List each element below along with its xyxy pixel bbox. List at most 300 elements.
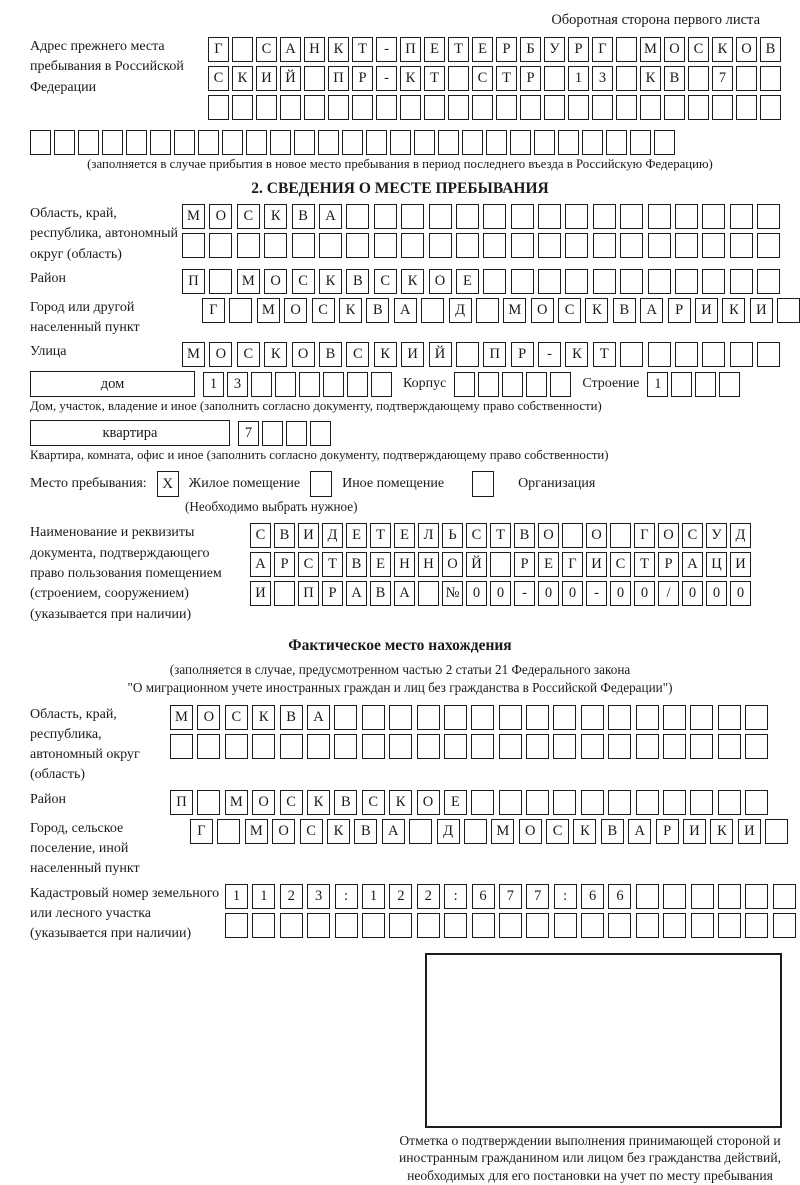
char-cell[interactable] <box>417 913 440 938</box>
char-cell[interactable]: М <box>182 204 205 229</box>
char-cell[interactable]: О <box>531 298 554 323</box>
char-cell[interactable] <box>280 734 303 759</box>
char-cell[interactable]: А <box>280 37 301 62</box>
char-cell[interactable]: С <box>300 819 323 844</box>
char-cell[interactable] <box>690 734 713 759</box>
char-cell[interactable] <box>472 913 495 938</box>
char-cell[interactable] <box>511 233 534 258</box>
char-cell[interactable]: - <box>538 342 561 367</box>
char-cell[interactable]: 0 <box>730 581 751 606</box>
char-cell[interactable]: С <box>298 552 319 577</box>
char-cell[interactable] <box>429 204 452 229</box>
char-cell[interactable]: 0 <box>682 581 703 606</box>
char-cell[interactable] <box>565 233 588 258</box>
char-cell[interactable] <box>307 734 330 759</box>
char-cell[interactable] <box>648 342 671 367</box>
char-cell[interactable]: О <box>429 269 452 294</box>
char-cell[interactable] <box>663 734 686 759</box>
char-cell[interactable]: С <box>237 204 260 229</box>
char-cell[interactable] <box>745 913 768 938</box>
char-cell[interactable] <box>664 95 685 120</box>
char-cell[interactable]: Р <box>352 66 373 91</box>
char-cell[interactable]: Е <box>538 552 559 577</box>
char-cell[interactable]: А <box>640 298 663 323</box>
char-cell[interactable] <box>526 705 549 730</box>
char-cell[interactable] <box>438 130 459 155</box>
char-cell[interactable] <box>286 421 307 446</box>
char-cell[interactable]: : <box>335 884 358 909</box>
char-cell[interactable] <box>675 233 698 258</box>
char-cell[interactable] <box>510 130 531 155</box>
char-cell[interactable] <box>688 95 709 120</box>
char-cell[interactable] <box>374 204 397 229</box>
char-cell[interactable] <box>745 790 768 815</box>
char-cell[interactable] <box>538 204 561 229</box>
char-cell[interactable]: 0 <box>562 581 583 606</box>
char-cell[interactable]: С <box>256 37 277 62</box>
char-cell[interactable] <box>620 269 643 294</box>
char-cell[interactable] <box>675 269 698 294</box>
char-cell[interactable]: А <box>319 204 342 229</box>
char-cell[interactable] <box>553 790 576 815</box>
char-cell[interactable]: В <box>346 552 367 577</box>
checkbox-zhiloe[interactable]: X <box>157 471 179 497</box>
char-cell[interactable]: О <box>442 552 463 577</box>
char-cell[interactable]: Т <box>490 523 511 548</box>
char-cell[interactable] <box>648 269 671 294</box>
char-cell[interactable] <box>275 372 296 397</box>
char-cell[interactable]: Д <box>437 819 460 844</box>
char-cell[interactable]: - <box>514 581 535 606</box>
char-cell[interactable]: К <box>339 298 362 323</box>
char-cell[interactable] <box>264 233 287 258</box>
char-cell[interactable]: М <box>491 819 514 844</box>
char-cell[interactable] <box>765 819 788 844</box>
char-cell[interactable]: 0 <box>490 581 511 606</box>
char-cell[interactable] <box>719 372 740 397</box>
char-cell[interactable] <box>414 130 435 155</box>
char-cell[interactable] <box>702 233 725 258</box>
char-cell[interactable]: В <box>601 819 624 844</box>
char-cell[interactable]: К <box>232 66 253 91</box>
char-cell[interactable] <box>456 342 479 367</box>
char-cell[interactable] <box>417 734 440 759</box>
char-cell[interactable] <box>197 790 220 815</box>
char-cell[interactable]: О <box>209 342 232 367</box>
char-cell[interactable]: С <box>237 342 260 367</box>
char-cell[interactable] <box>409 819 432 844</box>
char-cell[interactable] <box>562 523 583 548</box>
char-cell[interactable]: К <box>573 819 596 844</box>
char-cell[interactable]: Н <box>304 37 325 62</box>
char-cell[interactable]: Г <box>190 819 213 844</box>
char-cell[interactable] <box>565 204 588 229</box>
char-cell[interactable]: К <box>307 790 330 815</box>
char-cell[interactable] <box>718 790 741 815</box>
char-cell[interactable]: И <box>256 66 277 91</box>
char-cell[interactable]: Й <box>429 342 452 367</box>
char-cell[interactable]: С <box>280 790 303 815</box>
char-cell[interactable] <box>620 233 643 258</box>
char-cell[interactable]: О <box>292 342 315 367</box>
char-cell[interactable]: Т <box>352 37 373 62</box>
char-cell[interactable]: И <box>586 552 607 577</box>
char-cell[interactable]: С <box>362 790 385 815</box>
char-cell[interactable]: С <box>292 269 315 294</box>
char-cell[interactable] <box>478 372 499 397</box>
char-cell[interactable]: С <box>346 342 369 367</box>
char-cell[interactable]: С <box>312 298 335 323</box>
char-cell[interactable]: Е <box>444 790 467 815</box>
char-cell[interactable] <box>352 95 373 120</box>
char-cell[interactable]: Р <box>322 581 343 606</box>
char-cell[interactable]: Е <box>424 37 445 62</box>
char-cell[interactable] <box>702 342 725 367</box>
char-cell[interactable] <box>702 204 725 229</box>
char-cell[interactable]: М <box>257 298 280 323</box>
char-cell[interactable]: К <box>374 342 397 367</box>
char-cell[interactable]: Й <box>466 552 487 577</box>
char-cell[interactable] <box>538 269 561 294</box>
char-cell[interactable] <box>690 705 713 730</box>
char-cell[interactable]: С <box>472 66 493 91</box>
char-cell[interactable]: Д <box>730 523 751 548</box>
char-cell[interactable]: 1 <box>252 884 275 909</box>
char-cell[interactable]: Т <box>593 342 616 367</box>
char-cell[interactable] <box>648 233 671 258</box>
char-cell[interactable] <box>217 819 240 844</box>
char-cell[interactable] <box>334 705 357 730</box>
char-cell[interactable] <box>307 913 330 938</box>
char-cell[interactable]: - <box>376 66 397 91</box>
char-cell[interactable] <box>376 95 397 120</box>
char-cell[interactable] <box>554 913 577 938</box>
char-cell[interactable] <box>256 95 277 120</box>
char-cell[interactable] <box>581 790 604 815</box>
char-cell[interactable]: И <box>738 819 761 844</box>
char-cell[interactable]: Г <box>634 523 655 548</box>
char-cell[interactable] <box>757 204 780 229</box>
char-cell[interactable]: Р <box>520 66 541 91</box>
char-cell[interactable] <box>620 204 643 229</box>
char-cell[interactable] <box>499 734 522 759</box>
char-cell[interactable]: 0 <box>538 581 559 606</box>
char-cell[interactable] <box>610 523 631 548</box>
char-cell[interactable]: 1 <box>203 372 224 397</box>
char-cell[interactable] <box>280 913 303 938</box>
char-cell[interactable]: В <box>346 269 369 294</box>
char-cell[interactable]: / <box>658 581 679 606</box>
char-cell[interactable] <box>581 734 604 759</box>
char-cell[interactable] <box>30 130 51 155</box>
char-cell[interactable]: Е <box>456 269 479 294</box>
char-cell[interactable] <box>620 342 643 367</box>
char-cell[interactable] <box>568 95 589 120</box>
char-cell[interactable]: Р <box>274 552 295 577</box>
char-cell[interactable] <box>262 421 283 446</box>
char-cell[interactable] <box>496 95 517 120</box>
char-cell[interactable] <box>102 130 123 155</box>
checkbox-organizaciya[interactable] <box>472 471 494 497</box>
char-cell[interactable]: О <box>658 523 679 548</box>
char-cell[interactable] <box>606 130 627 155</box>
char-cell[interactable]: Р <box>514 552 535 577</box>
char-cell[interactable]: П <box>298 581 319 606</box>
char-cell[interactable] <box>476 298 499 323</box>
char-cell[interactable]: 7 <box>526 884 549 909</box>
char-cell[interactable] <box>616 66 637 91</box>
char-cell[interactable] <box>526 913 549 938</box>
char-cell[interactable] <box>648 204 671 229</box>
char-cell[interactable]: В <box>366 298 389 323</box>
char-cell[interactable] <box>462 130 483 155</box>
char-cell[interactable] <box>401 204 424 229</box>
char-cell[interactable]: С <box>225 705 248 730</box>
char-cell[interactable] <box>444 913 467 938</box>
char-cell[interactable] <box>745 705 768 730</box>
char-cell[interactable]: Е <box>370 552 391 577</box>
char-cell[interactable] <box>292 233 315 258</box>
char-cell[interactable]: А <box>394 581 415 606</box>
char-cell[interactable] <box>232 37 253 62</box>
char-cell[interactable] <box>362 913 385 938</box>
char-cell[interactable] <box>616 95 637 120</box>
char-cell[interactable]: 2 <box>389 884 412 909</box>
char-cell[interactable] <box>490 552 511 577</box>
char-cell[interactable] <box>502 372 523 397</box>
char-cell[interactable] <box>581 705 604 730</box>
char-cell[interactable]: О <box>209 204 232 229</box>
char-cell[interactable]: Д <box>449 298 472 323</box>
char-cell[interactable] <box>526 790 549 815</box>
char-cell[interactable]: № <box>442 581 463 606</box>
char-cell[interactable]: Р <box>668 298 691 323</box>
char-cell[interactable]: В <box>334 790 357 815</box>
char-cell[interactable]: К <box>710 819 733 844</box>
char-cell[interactable]: П <box>483 342 506 367</box>
char-cell[interactable]: С <box>466 523 487 548</box>
char-cell[interactable] <box>252 913 275 938</box>
char-cell[interactable]: 2 <box>417 884 440 909</box>
char-cell[interactable]: С <box>688 37 709 62</box>
char-cell[interactable]: О <box>586 523 607 548</box>
char-cell[interactable]: Р <box>568 37 589 62</box>
char-cell[interactable]: И <box>683 819 706 844</box>
char-cell[interactable]: С <box>208 66 229 91</box>
char-cell[interactable]: С <box>610 552 631 577</box>
char-cell[interactable]: 3 <box>227 372 248 397</box>
char-cell[interactable]: 6 <box>581 884 604 909</box>
char-cell[interactable] <box>323 372 344 397</box>
char-cell[interactable]: Ь <box>442 523 463 548</box>
char-cell[interactable] <box>237 233 260 258</box>
char-cell[interactable] <box>663 884 686 909</box>
char-cell[interactable] <box>222 130 243 155</box>
char-cell[interactable]: Р <box>656 819 679 844</box>
char-cell[interactable] <box>328 95 349 120</box>
char-cell[interactable] <box>718 884 741 909</box>
char-cell[interactable]: В <box>370 581 391 606</box>
char-cell[interactable] <box>418 581 439 606</box>
char-cell[interactable]: О <box>519 819 542 844</box>
char-cell[interactable] <box>691 913 714 938</box>
char-cell[interactable]: К <box>264 342 287 367</box>
char-cell[interactable] <box>389 913 412 938</box>
char-cell[interactable]: А <box>394 298 417 323</box>
char-cell[interactable] <box>757 342 780 367</box>
char-cell[interactable]: М <box>503 298 526 323</box>
char-cell[interactable]: П <box>170 790 193 815</box>
char-cell[interactable] <box>229 298 252 323</box>
char-cell[interactable] <box>757 269 780 294</box>
char-cell[interactable] <box>565 269 588 294</box>
char-cell[interactable]: Г <box>592 37 613 62</box>
char-cell[interactable]: В <box>760 37 781 62</box>
char-cell[interactable] <box>483 269 506 294</box>
char-cell[interactable]: 0 <box>634 581 655 606</box>
char-cell[interactable] <box>454 372 475 397</box>
char-cell[interactable]: Р <box>496 37 517 62</box>
char-cell[interactable]: И <box>750 298 773 323</box>
house-type-box[interactable]: дом <box>30 371 195 397</box>
char-cell[interactable]: А <box>307 705 330 730</box>
char-cell[interactable]: 1 <box>362 884 385 909</box>
char-cell[interactable] <box>448 95 469 120</box>
char-cell[interactable]: К <box>252 705 275 730</box>
char-cell[interactable] <box>757 233 780 258</box>
char-cell[interactable] <box>608 705 631 730</box>
char-cell[interactable]: С <box>250 523 271 548</box>
char-cell[interactable] <box>400 95 421 120</box>
char-cell[interactable] <box>640 95 661 120</box>
char-cell[interactable]: В <box>274 523 295 548</box>
char-cell[interactable] <box>636 913 659 938</box>
char-cell[interactable]: Т <box>424 66 445 91</box>
char-cell[interactable]: С <box>374 269 397 294</box>
char-cell[interactable]: П <box>328 66 349 91</box>
char-cell[interactable] <box>688 66 709 91</box>
char-cell[interactable] <box>736 66 757 91</box>
char-cell[interactable]: Г <box>562 552 583 577</box>
char-cell[interactable]: К <box>327 819 350 844</box>
char-cell[interactable] <box>582 130 603 155</box>
char-cell[interactable] <box>730 342 753 367</box>
char-cell[interactable]: Б <box>520 37 541 62</box>
char-cell[interactable] <box>280 95 301 120</box>
char-cell[interactable] <box>225 734 248 759</box>
char-cell[interactable] <box>444 705 467 730</box>
char-cell[interactable]: И <box>250 581 271 606</box>
char-cell[interactable] <box>304 95 325 120</box>
char-cell[interactable] <box>252 734 275 759</box>
char-cell[interactable] <box>182 233 205 258</box>
char-cell[interactable] <box>232 95 253 120</box>
char-cell[interactable]: П <box>400 37 421 62</box>
char-cell[interactable] <box>636 734 659 759</box>
char-cell[interactable]: Н <box>418 552 439 577</box>
char-cell[interactable] <box>593 204 616 229</box>
char-cell[interactable]: А <box>628 819 651 844</box>
char-cell[interactable]: В <box>613 298 636 323</box>
char-cell[interactable]: К <box>565 342 588 367</box>
char-cell[interactable]: О <box>736 37 757 62</box>
char-cell[interactable]: К <box>319 269 342 294</box>
char-cell[interactable] <box>736 95 757 120</box>
char-cell[interactable] <box>294 130 315 155</box>
char-cell[interactable]: 1 <box>225 884 248 909</box>
char-cell[interactable] <box>593 233 616 258</box>
char-cell[interactable] <box>730 204 753 229</box>
char-cell[interactable] <box>702 269 725 294</box>
char-cell[interactable]: 3 <box>307 884 330 909</box>
char-cell[interactable] <box>417 705 440 730</box>
char-cell[interactable] <box>636 705 659 730</box>
char-cell[interactable] <box>499 705 522 730</box>
char-cell[interactable] <box>209 269 232 294</box>
char-cell[interactable] <box>511 204 534 229</box>
char-cell[interactable]: 1 <box>647 372 668 397</box>
char-cell[interactable] <box>558 130 579 155</box>
char-cell[interactable]: В <box>280 705 303 730</box>
char-cell[interactable]: Л <box>418 523 439 548</box>
char-cell[interactable]: Й <box>280 66 301 91</box>
char-cell[interactable] <box>319 233 342 258</box>
char-cell[interactable]: И <box>298 523 319 548</box>
char-cell[interactable]: К <box>328 37 349 62</box>
char-cell[interactable] <box>553 705 576 730</box>
char-cell[interactable]: А <box>382 819 405 844</box>
char-cell[interactable] <box>456 204 479 229</box>
char-cell[interactable]: Т <box>448 37 469 62</box>
char-cell[interactable]: Д <box>322 523 343 548</box>
char-cell[interactable]: С <box>546 819 569 844</box>
checkbox-inoe[interactable] <box>310 471 332 497</box>
char-cell[interactable] <box>760 66 781 91</box>
char-cell[interactable] <box>773 884 796 909</box>
char-cell[interactable]: Е <box>472 37 493 62</box>
char-cell[interactable] <box>671 372 692 397</box>
char-cell[interactable] <box>208 95 229 120</box>
char-cell[interactable] <box>538 233 561 258</box>
char-cell[interactable] <box>520 95 541 120</box>
char-cell[interactable]: - <box>376 37 397 62</box>
char-cell[interactable] <box>374 233 397 258</box>
char-cell[interactable] <box>456 233 479 258</box>
char-cell[interactable] <box>472 95 493 120</box>
char-cell[interactable]: 3 <box>592 66 613 91</box>
char-cell[interactable]: 0 <box>466 581 487 606</box>
char-cell[interactable] <box>593 269 616 294</box>
char-cell[interactable]: : <box>444 884 467 909</box>
char-cell[interactable] <box>362 734 385 759</box>
char-cell[interactable] <box>170 734 193 759</box>
char-cell[interactable] <box>209 233 232 258</box>
char-cell[interactable] <box>745 884 768 909</box>
char-cell[interactable]: О <box>264 269 287 294</box>
char-cell[interactable]: О <box>538 523 559 548</box>
char-cell[interactable]: О <box>284 298 307 323</box>
char-cell[interactable]: Т <box>634 552 655 577</box>
char-cell[interactable] <box>471 790 494 815</box>
char-cell[interactable]: К <box>722 298 745 323</box>
char-cell[interactable] <box>663 705 686 730</box>
char-cell[interactable] <box>608 734 631 759</box>
char-cell[interactable] <box>550 372 571 397</box>
char-cell[interactable]: И <box>401 342 424 367</box>
char-cell[interactable] <box>675 342 698 367</box>
char-cell[interactable] <box>581 913 604 938</box>
char-cell[interactable] <box>663 790 686 815</box>
